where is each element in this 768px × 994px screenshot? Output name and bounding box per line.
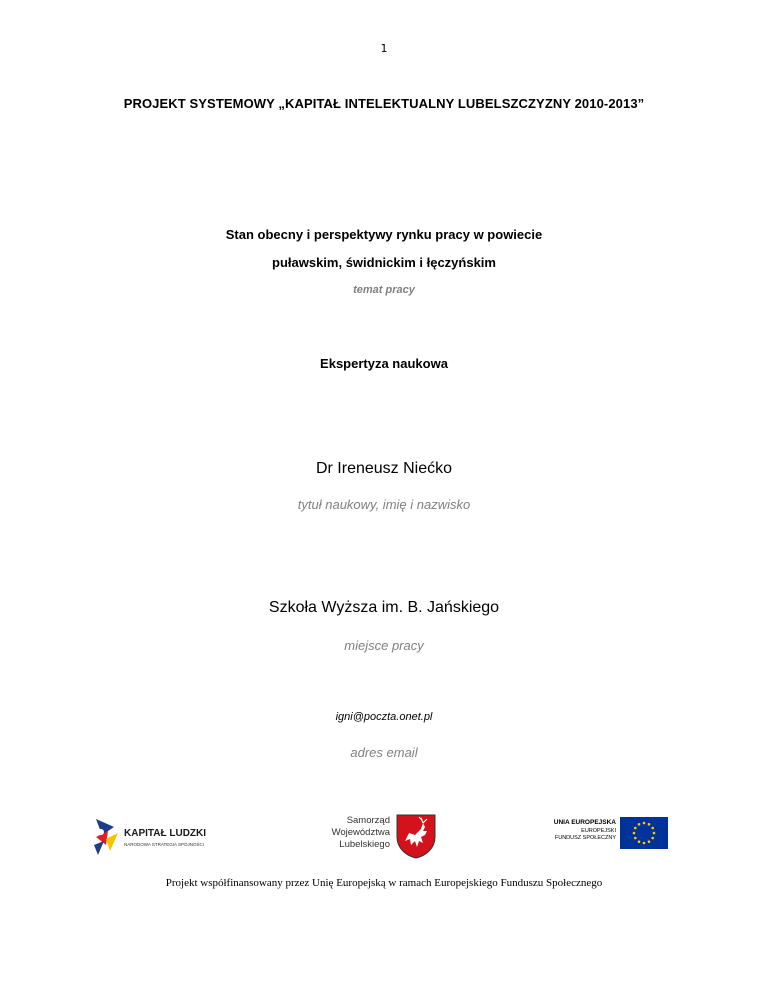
author-caption: tytuł naukowy, imię i nazwisko	[297, 497, 471, 512]
author-name: Dr Ireneusz Niećko	[315, 460, 453, 477]
email-caption: adres email	[350, 745, 418, 760]
topic-line-1: Stan obecny i perspektywy rynku pracy w powiecie	[225, 227, 543, 242]
deer-shield-icon	[395, 813, 437, 859]
kapital-ludzki-subtitle: NARODOWA STRATEGIA SPÓJNOŚCI	[124, 842, 205, 847]
footer-note: Projekt współfinansowany przez Unię Europejską w ramach Europejskiego Funduszu Społecznego	[165, 877, 603, 889]
samorzad-line-1: Samorząd	[346, 815, 390, 826]
eu-subtitle-line-1: EUROPEJSKI	[581, 828, 616, 834]
eu-flag-icon	[620, 817, 668, 849]
document-type: Ekspertyza naukowa	[320, 356, 448, 371]
kapital-ludzki-star-icon	[92, 815, 122, 857]
samorzad-logo	[326, 813, 438, 859]
samorzad-line-2: Województwa	[331, 827, 390, 838]
institution-caption: miejsce pracy	[344, 638, 424, 653]
institution-name: Szkoła Wyższa im. B. Jańskiego	[268, 599, 500, 616]
samorzad-line-3: Lubelskiego	[339, 839, 390, 850]
eu-title: UNIA EUROPEJSKA	[553, 819, 616, 826]
kapital-ludzki-title: KAPITAŁ LUDZKI	[124, 828, 207, 839]
topic-line-2: puławskim, świdnickim i łęczyńskim	[272, 255, 496, 270]
project-title: PROJEKT SYSTEMOWY „KAPITAŁ INTELEKTUALNY LUBELSZCZYZNY 2010-2013”	[123, 96, 645, 111]
email-address: igni@poczta.onet.pl	[335, 711, 433, 723]
eu-subtitle-line-2: FUNDUSZ SPOŁECZNY	[554, 835, 616, 841]
eu-logo	[546, 817, 670, 849]
eu-subtitle	[555, 828, 616, 842]
topic-caption: temat pracy	[353, 284, 415, 296]
kapital-ludzki-logo	[92, 815, 222, 857]
page-number: 1	[380, 42, 388, 55]
samorzad-text	[326, 815, 390, 851]
